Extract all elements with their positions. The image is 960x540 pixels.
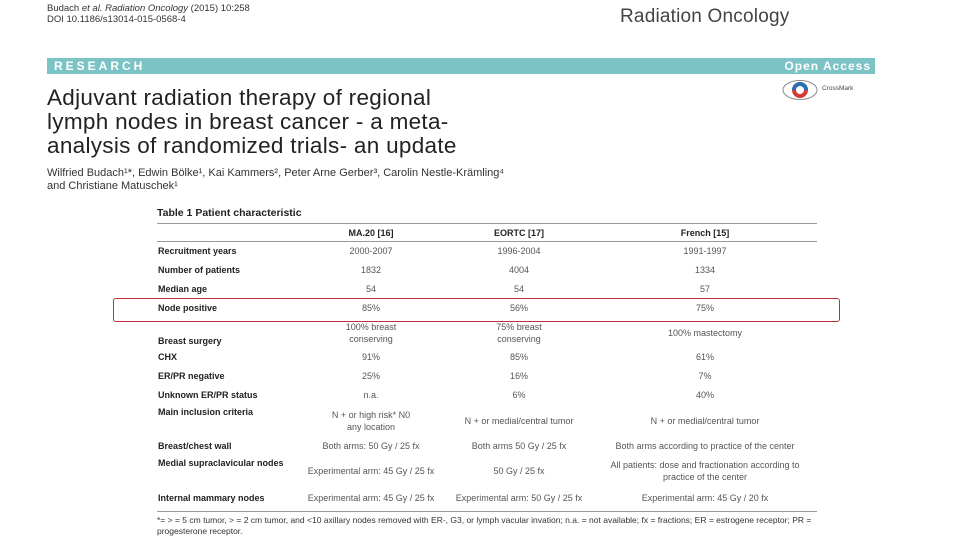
table-cell: 56% bbox=[509, 303, 528, 313]
table-cell: N + or medial/central tumor bbox=[650, 415, 760, 426]
row-label: Number of patients bbox=[158, 265, 241, 275]
table-cell: 57 bbox=[699, 284, 710, 294]
table-row bbox=[157, 437, 817, 456]
citation-journal: et al. Radiation Oncology bbox=[79, 3, 189, 14]
table-cell: 1991-1997 bbox=[683, 246, 727, 257]
table-cell: Both arms 50 Gy / 25 fx bbox=[471, 441, 567, 451]
table-cell: 100% mastectomy bbox=[667, 327, 743, 338]
table-row bbox=[157, 486, 817, 512]
table-cell: 75% bbox=[695, 303, 714, 313]
citation-volume: (2015) 10:258 bbox=[188, 3, 250, 14]
table-cell: Experimental arm: 45 Gy / 25 fx bbox=[307, 465, 435, 476]
table-cell: 1334 bbox=[694, 265, 716, 275]
table-cell: 16% bbox=[509, 371, 528, 381]
column-header-ma20: MA.20 [16] bbox=[297, 224, 445, 242]
open-access-label: Open Access bbox=[784, 59, 871, 73]
row-label: Internal mammary nodes bbox=[157, 486, 297, 512]
title-line: Adjuvant radiation therapy of regional bbox=[47, 85, 432, 110]
table-row bbox=[157, 348, 817, 367]
table-cell: 4004 bbox=[508, 265, 530, 275]
row-label: Breast/chest wall bbox=[158, 441, 232, 451]
table-cell: 54 bbox=[513, 284, 524, 294]
highlight-box bbox=[113, 298, 840, 322]
column-header-french: French [15] bbox=[593, 224, 817, 242]
table-row bbox=[157, 367, 817, 386]
data-table bbox=[157, 223, 817, 512]
crossmark-badge[interactable] bbox=[782, 80, 882, 100]
table-cell: 7% bbox=[698, 371, 712, 381]
table-row bbox=[157, 261, 817, 280]
journal-name: Radiation Oncology bbox=[620, 6, 790, 27]
table-cell: 100% breast conserving bbox=[345, 321, 397, 344]
row-label: Medial supraclavicular nodes bbox=[158, 457, 284, 468]
citation-author: Budach bbox=[47, 3, 80, 14]
author-list bbox=[47, 167, 747, 192]
table-cell: Both arms according to practice of the center bbox=[615, 441, 795, 451]
table-cell: 61% bbox=[695, 352, 714, 362]
title-line: lymph nodes in breast cancer - a meta- bbox=[47, 109, 449, 134]
article-type-label: RESEARCH bbox=[54, 59, 146, 73]
table-row bbox=[157, 318, 817, 348]
table-cell: 54 bbox=[365, 284, 376, 294]
row-label: Median age bbox=[158, 284, 208, 294]
table-cell: 91% bbox=[361, 352, 380, 362]
table-row bbox=[157, 280, 817, 299]
authors-line: and Christiane Matuschek¹ bbox=[47, 179, 178, 192]
table-cell: 75% breast conserving bbox=[496, 321, 542, 344]
table-cell: Experimental arm: 50 Gy / 25 fx bbox=[445, 486, 593, 512]
table-cell: 25% bbox=[361, 371, 380, 381]
table-cell: 2000-2007 bbox=[349, 246, 393, 257]
citation bbox=[47, 3, 250, 25]
table-row bbox=[157, 405, 817, 437]
row-label: ER/PR negative bbox=[158, 371, 225, 381]
table-caption: Table 1 Patient characteristic bbox=[157, 207, 302, 219]
table-cell: All patients: dose and fractionation according to practice of the center bbox=[610, 459, 800, 482]
table-cell: Experimental arm: 45 Gy / 20 fx bbox=[593, 486, 817, 512]
row-label: Node positive bbox=[158, 303, 218, 313]
crossmark-icon bbox=[782, 80, 818, 100]
table-cell: 50 Gy / 25 fx bbox=[493, 465, 545, 476]
row-label: Unknown ER/PR status bbox=[158, 390, 258, 400]
citation-line bbox=[47, 3, 250, 14]
table-row bbox=[157, 456, 817, 486]
table-cell: 85% bbox=[361, 303, 380, 313]
title-line: analysis of randomized trials- an update bbox=[47, 133, 457, 158]
table-header-row bbox=[157, 224, 817, 242]
section-banner bbox=[47, 58, 875, 74]
table-cell: 1832 bbox=[360, 265, 382, 275]
table-row bbox=[157, 386, 817, 405]
table-cell: N + or medial/central tumor bbox=[464, 415, 574, 426]
doi[interactable]: DOI 10.1186/s13014-015-0568-4 bbox=[47, 14, 186, 25]
table-cell: Experimental arm: 45 Gy / 25 fx bbox=[297, 486, 445, 512]
table-cell: 85% bbox=[509, 352, 528, 362]
patient-characteristics-table bbox=[157, 207, 817, 537]
article-title bbox=[47, 86, 747, 158]
table-row bbox=[157, 242, 817, 261]
row-label: CHX bbox=[158, 352, 178, 362]
table-cell: 1996-2004 bbox=[497, 246, 541, 257]
row-label: Recruitment years bbox=[158, 246, 237, 257]
table-cell: N + or high risk* N0 any location bbox=[331, 409, 411, 432]
row-label: Breast surgery bbox=[158, 335, 222, 346]
column-header-eortc: EORTC [17] bbox=[445, 224, 593, 242]
row-label: Main inclusion criteria bbox=[158, 406, 254, 417]
table-cell: 40% bbox=[695, 390, 714, 400]
table-footnote: *= > = 5 cm tumor, > = 2 cm tumor, and <10 axillary nodes removed with ER-, G3, or lymph vacular invation; n.a. = not available; fx = fractions; ER = estrogene receptor; PR = progesterone receptor. bbox=[157, 515, 812, 536]
column-header bbox=[157, 224, 297, 242]
crossmark-label: CrossMark bbox=[822, 85, 854, 92]
authors-line: Wilfried Budach¹*, Edwin Bölke¹, Kai Kammers², Peter Arne Gerber³, Carolin Nestle-Krämling⁴ bbox=[47, 167, 505, 179]
table-cell: 6% bbox=[512, 390, 526, 400]
table-cell: Both arms: 50 Gy / 25 fx bbox=[322, 441, 420, 451]
table-cell: n.a. bbox=[363, 390, 379, 400]
